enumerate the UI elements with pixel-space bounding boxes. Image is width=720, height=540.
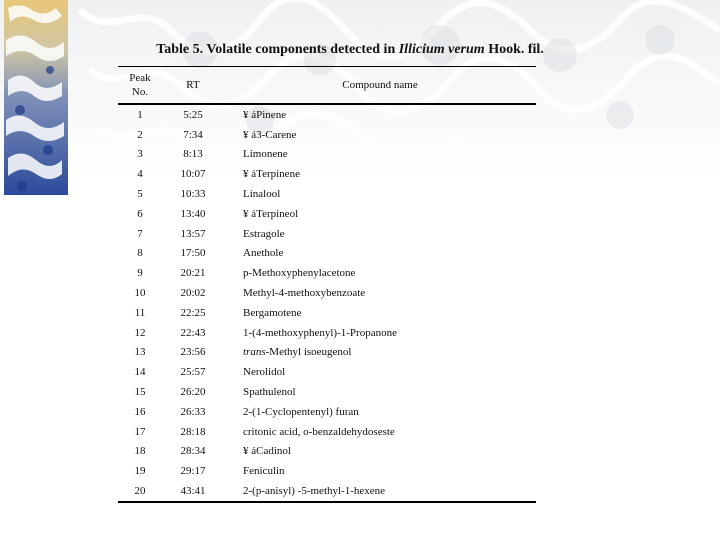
peak-number: 11 <box>134 306 146 319</box>
peak-number: 14 <box>134 366 146 379</box>
retention-time: 22:25 <box>180 306 206 319</box>
peak-number: 9 <box>137 267 143 280</box>
table-row <box>118 362 536 382</box>
compound-name-text: ¥ áTerpinene <box>243 168 300 181</box>
retention-time: 23:56 <box>180 346 206 359</box>
retention-time: 28:18 <box>180 425 206 438</box>
compound-name-prefix: trans <box>243 346 266 359</box>
compound-name <box>224 184 536 204</box>
header-peak-line1: Peak <box>129 72 151 84</box>
peak-number: 8 <box>137 247 143 260</box>
compound-name-text: ¥ áCadinol <box>243 445 291 458</box>
table-row <box>118 125 536 145</box>
compound-name-text: Linalool <box>243 188 281 201</box>
compound-name-text: ¥ áPinene <box>243 108 287 121</box>
table-row <box>118 244 536 264</box>
compound-name-text: Nerolidol <box>243 366 286 379</box>
compound-name <box>224 323 536 343</box>
title-prefix: Table 5. Volatile components detected in <box>156 42 399 57</box>
compound-name <box>224 224 536 244</box>
compound-name <box>224 263 536 283</box>
compound-name <box>224 204 536 224</box>
peak-number: 6 <box>137 207 143 220</box>
compound-name <box>224 382 536 402</box>
retention-time: 43:41 <box>162 481 224 502</box>
table-row <box>118 184 536 204</box>
peak-number: 12 <box>134 326 146 339</box>
compound-name <box>224 442 536 462</box>
table-body <box>118 104 536 502</box>
peak-number: 1 <box>137 108 143 121</box>
compound-name-text: Feniculin <box>243 465 285 478</box>
compound-table-wrapper <box>118 66 536 503</box>
table-row <box>118 442 536 462</box>
compound-name-text: 2-(p-anisyl) -5-methyl-1-hexene <box>243 485 386 498</box>
peak-number: 16 <box>134 405 146 418</box>
retention-time: 20:02 <box>180 287 206 300</box>
retention-time: 13:57 <box>180 227 206 240</box>
peak-number: 3 <box>137 148 143 161</box>
compound-name <box>224 283 536 303</box>
compound-name <box>224 362 536 382</box>
table-row <box>118 303 536 323</box>
retention-time: 28:34 <box>180 445 206 458</box>
retention-time: 26:20 <box>180 386 206 399</box>
table-row <box>118 263 536 283</box>
retention-time: 26:33 <box>180 405 206 418</box>
peak-number: 20 <box>118 481 162 502</box>
peak-number: 10 <box>134 287 146 300</box>
retention-time: 8:13 <box>183 148 203 161</box>
side-ornament <box>0 0 72 195</box>
compound-name-text: Estragole <box>243 227 285 240</box>
compound-name-text: Anethole <box>243 247 284 260</box>
title-species: Illicium verum <box>398 42 485 57</box>
table-row <box>118 422 536 442</box>
retention-time: 17:50 <box>180 247 206 260</box>
peak-number: 19 <box>134 465 146 478</box>
retention-time: 10:33 <box>180 188 206 201</box>
table-row <box>118 104 536 125</box>
compound-name <box>224 303 536 323</box>
table-row <box>118 461 536 481</box>
compound-name-text: 2-(1-Cyclopentenyl) furan <box>243 405 359 418</box>
peak-number: 15 <box>134 386 146 399</box>
compound-name-text: critonic acid, o-benzaldehydoseste <box>243 425 395 438</box>
compound-name-text: Bergamotene <box>243 306 302 319</box>
table-row <box>118 382 536 402</box>
table-row <box>118 224 536 244</box>
compound-name <box>224 164 536 184</box>
compound-name-text: Spathulenol <box>243 386 296 399</box>
compound-table <box>118 66 536 503</box>
retention-time: 25:57 <box>180 366 206 379</box>
retention-time: 10:07 <box>180 168 206 181</box>
compound-name-text: Limonene <box>243 148 288 161</box>
table-row <box>118 204 536 224</box>
peak-number: 7 <box>137 227 143 240</box>
table-row <box>118 283 536 303</box>
compound-name <box>224 244 536 264</box>
table-row <box>118 164 536 184</box>
compound-name-text: Methyl-4-methoxybenzoate <box>243 287 366 300</box>
compound-name-text: p-Methoxyphenylacetone <box>243 267 356 280</box>
compound-name-text: ¥ áTerpineol <box>243 207 299 220</box>
peak-number: 17 <box>134 425 146 438</box>
retention-time: 5:25 <box>183 108 203 121</box>
table-row <box>118 481 536 502</box>
header-peak-line2: No. <box>131 86 149 98</box>
header-compound-name: Compound name <box>224 67 536 105</box>
retention-time: 29:17 <box>180 465 206 478</box>
compound-name <box>224 145 536 165</box>
table-title <box>0 42 700 58</box>
header-rt: RT <box>162 67 224 105</box>
table-row <box>118 323 536 343</box>
table-row <box>118 145 536 165</box>
table-row <box>118 402 536 422</box>
retention-time: 22:43 <box>180 326 206 339</box>
retention-time: 13:40 <box>180 207 206 220</box>
table-row <box>118 343 536 363</box>
compound-name <box>224 125 536 145</box>
compound-name <box>224 402 536 422</box>
compound-name <box>224 343 536 363</box>
header-peak-no <box>118 67 162 105</box>
peak-number: 13 <box>134 346 146 359</box>
compound-name <box>224 422 536 442</box>
compound-name-text: ¥ á3-Carene <box>243 128 297 141</box>
peak-number: 4 <box>137 168 143 181</box>
table-header-row <box>118 67 536 105</box>
compound-name <box>224 104 536 125</box>
compound-name-text: 1-(4-methoxyphenyl)-1-Propanone <box>243 326 397 339</box>
peak-number: 18 <box>134 445 146 458</box>
peak-number: 2 <box>137 128 143 141</box>
peak-number: 5 <box>137 188 143 201</box>
compound-name-text: -Methyl isoeugenol <box>265 346 352 359</box>
compound-name <box>224 481 536 502</box>
title-suffix: Hook. fil. <box>484 42 544 57</box>
compound-name <box>224 461 536 481</box>
retention-time: 7:34 <box>183 128 203 141</box>
retention-time: 20:21 <box>180 267 206 280</box>
